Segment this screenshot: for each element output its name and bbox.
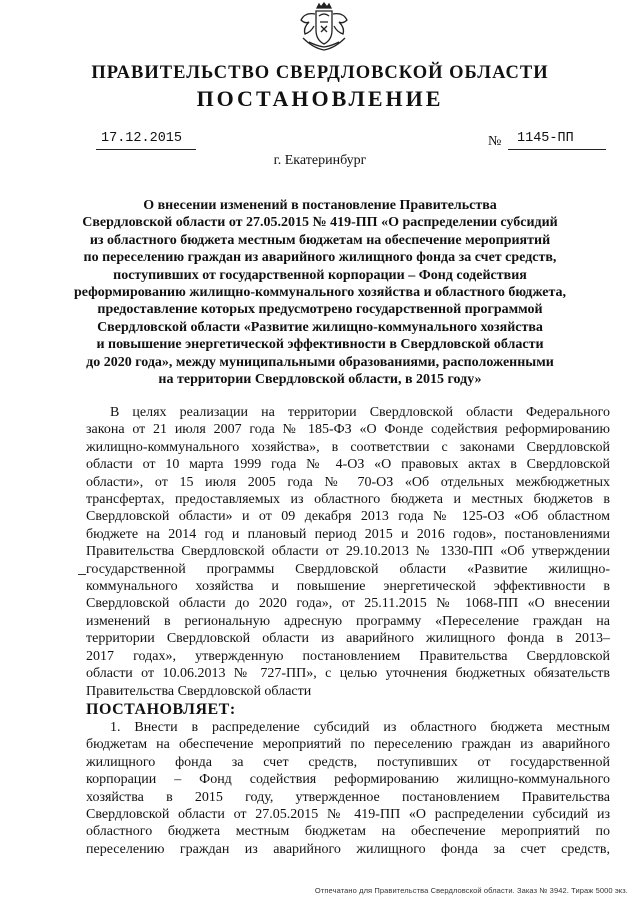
preamble-line: Свердловской области до 2020 года», от 25.11.2015 № 1068-ПП «О внесении <box>86 596 610 612</box>
number-underline <box>508 149 606 150</box>
document-date: 17.12.2015 <box>101 131 183 146</box>
title-line: из областного бюджета местным бюджетам на обеспечение мероприятий <box>89 232 551 248</box>
preamble-line: трансфертах, предоставляемых из областного бюджета и местных бюджетов в <box>86 492 610 508</box>
title-line: до 2020 года», между муниципальными образованиями, расположенными <box>86 354 554 370</box>
title-line: Свердловской области от 27.05.2015 № 419-ПП «О распределении субсидий <box>82 215 558 231</box>
number-sign: № <box>488 134 502 149</box>
title-line: и повышение энергетической эффективности в Свердловской области <box>96 337 544 353</box>
preamble-line: области от 10 марта 1999 года № 4-ОЗ «О правовых актах в Свердловской <box>86 457 610 473</box>
decree-word: ПОСТАНОВЛЯЕТ: <box>86 700 236 718</box>
title-line: на территории Свердловской области, в 2015 году» <box>158 372 482 388</box>
document-type: ПОСТАНОВЛЕНИЕ <box>196 86 444 111</box>
date-underline <box>96 149 196 150</box>
title-line: О внесении изменений в постановление Правительства <box>143 198 497 213</box>
clause-line: областного бюджета местным бюджетам на обеспечение мероприятий по <box>86 824 610 840</box>
preamble-line: области от 10.06.2013 № 727-ПП», с целью уточнения бюджетных обязательств <box>86 666 610 682</box>
document-number: 1145-ПП <box>517 131 574 146</box>
clause-line: хозяйства в 2015 году, утвержденное постановлением Правительства <box>86 789 610 805</box>
clause-line: 1. Внести в распределение субсидий из областного бюджета местным <box>110 719 610 735</box>
clause-line: переселению граждан из аварийного жилищного фонда за счет средств, <box>86 841 610 857</box>
preamble-line: 2017 годах», утвержденную постановлением Правительства Свердловской <box>86 648 610 664</box>
government-name: ПРАВИТЕЛЬСТВО СВЕРДЛОВСКОЙ ОБЛАСТИ <box>91 63 549 83</box>
clause-line: жилищного фонда за счет средств, поступивших от государственной <box>86 754 610 770</box>
preamble-line: Свердловской области» и от 09 декабря 2013 года № 125-ОЗ «Об областном <box>86 509 610 525</box>
clause-line: корпорации – Фонд содействия реформированию жилищно-коммунального <box>86 772 610 788</box>
preamble-line: В целях реализации на территории Свердловской области Федерального <box>110 405 610 420</box>
print-footer: Отпечатано для Правительства Свердловской области. Заказ № 3942. Тираж 5000 экз. <box>314 886 628 895</box>
margin-dash-mark <box>78 574 86 575</box>
city: г. Екатеринбург <box>273 153 367 168</box>
title-line: поступивших от государственной корпорации – Фонд содействия <box>113 267 527 283</box>
preamble-line: закона от 21 июля 2007 года № 185-ФЗ «О Фонде содействия реформированию <box>86 422 610 438</box>
title-line: Свердловской области «Развитие жилищно-коммунального хозяйства <box>97 319 543 335</box>
preamble-line: коммунального хозяйства и повышение энергетической эффективности в <box>86 579 610 595</box>
preamble-line: области», от 15 июля 2005 года № 70-ОЗ «Об отдельных межбюджетных <box>86 474 610 490</box>
clause-line: бюджетам на обеспечение мероприятий по переселению граждан из аварийного <box>86 737 610 753</box>
preamble-line: Правительства Свердловской области от 29.10.2013 № 1330-ПП «Об утверждении <box>86 544 610 560</box>
preamble-line: территории Свердловской области из аварийного жилищного фонда в 2013– <box>86 631 610 647</box>
document-body <box>86 404 610 858</box>
title-line: предоставление которых предусмотрено государственной программой <box>97 302 543 318</box>
coat-of-arms-icon <box>295 2 353 54</box>
document-title <box>60 197 580 388</box>
preamble-line: государственной программы Свердловской области «Развитие жилищно- <box>86 561 610 577</box>
title-line: по переселению граждан из аварийного жилищного фонда за счет средств, <box>83 250 557 266</box>
preamble-line: изменений в региональную адресную программу «Переселение граждан на <box>86 613 610 629</box>
title-line: реформированию жилищно-коммунального хозяйства и областного бюджета, <box>73 285 567 301</box>
preamble-line: Правительства Свердловской области <box>86 683 312 699</box>
preamble-line: жилищно-коммунального хозяйства», в соответствии с законами Свердловской <box>86 439 610 455</box>
clause-line: Свердловской области от 27.05.2015 № 419-ПП «О распределении субсидий из <box>86 806 610 822</box>
preamble-line: бюджете на 2014 год и плановый период 2015 и 2016 годов», постановлениями <box>86 526 610 542</box>
